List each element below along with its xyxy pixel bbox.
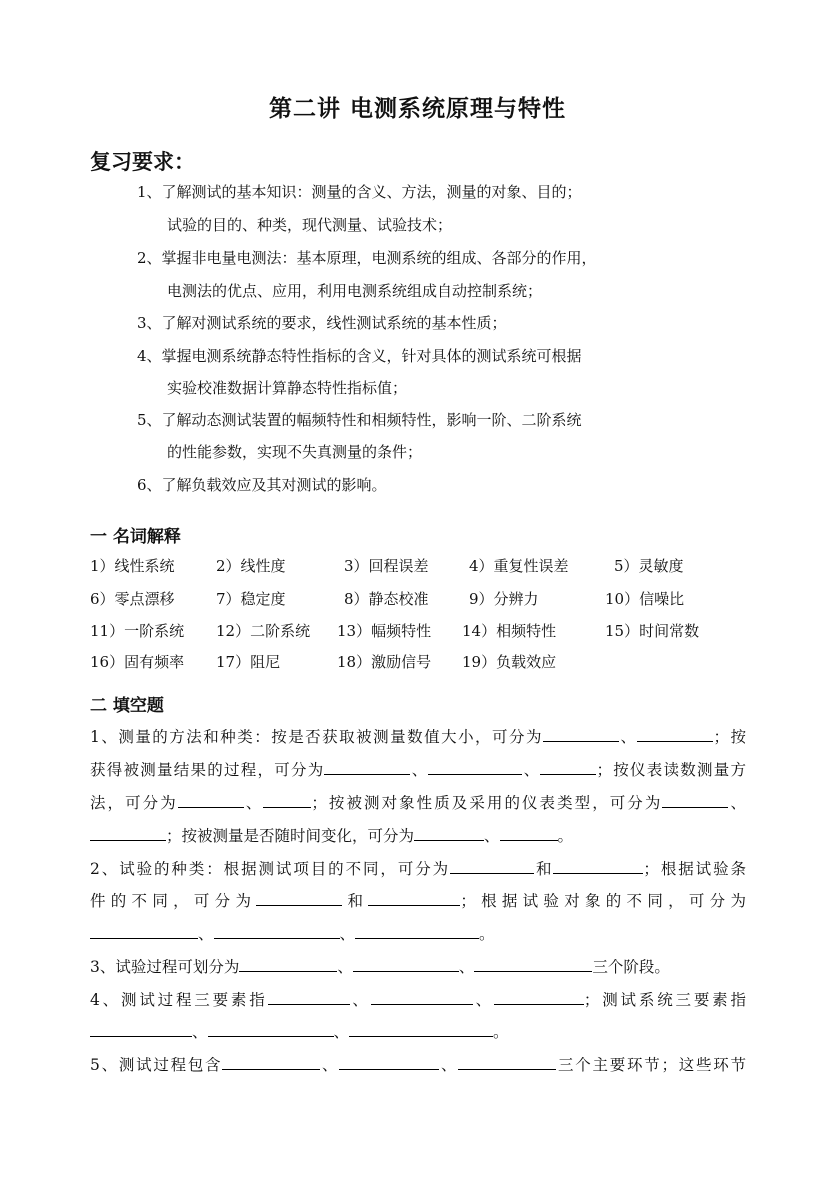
answer-blank[interactable] (90, 825, 166, 841)
answer-blank[interactable] (256, 890, 342, 906)
review-item: 1、了解测试的基本知识：测量的含义、方法，测量的对象、目的； (137, 183, 582, 201)
review-item-cont: 试验的目的、种类，现代测量、试验技术； (167, 216, 453, 234)
fill-line: 、 、 。 (90, 1020, 746, 1042)
review-item-cont: 电测法的优点、应用，利用电测系统组成自动控制系统； (167, 282, 543, 300)
answer-blank[interactable] (239, 956, 337, 972)
fill-line: 1、测量的方法和种类：按是否获取被测量数值大小，可分为 、 ；按 (90, 728, 746, 746)
fill-line: ；按被测量是否随时间变化，可分为 、 。 (90, 824, 746, 846)
term-item: 3）回程误差 (344, 557, 429, 575)
answer-blank[interactable] (553, 858, 643, 874)
term-item: 4）重复性误差 (469, 557, 569, 575)
answer-blank[interactable] (268, 989, 350, 1005)
term-item: 6）零点漂移 (90, 590, 175, 608)
answer-blank[interactable] (222, 1054, 320, 1070)
answer-blank[interactable] (540, 759, 596, 775)
answer-blank[interactable] (339, 1054, 439, 1070)
term-item: 12）二阶系统 (216, 622, 311, 640)
term-item: 18）激励信号 (337, 653, 432, 671)
answer-blank[interactable] (214, 923, 340, 939)
fill-line: 、 、 。 (90, 922, 746, 944)
term-item: 8）静态校准 (344, 590, 429, 608)
term-item: 15）时间常数 (605, 622, 700, 640)
fill-line: 获得被测量结果的过程，可分为 、 、 ；按仪表读数测量方 (90, 761, 746, 779)
answer-blank[interactable] (263, 792, 311, 808)
fill-line: 件的不同，可分为 和 ；根据试验对象的不同，可分为 (90, 892, 746, 910)
term-item: 1）线性系统 (90, 557, 175, 575)
term-item: 2）线性度 (216, 557, 286, 575)
section-heading-terms: 一 名词解释 (90, 527, 181, 547)
answer-blank[interactable] (208, 1021, 334, 1037)
term-item: 9）分辨力 (469, 590, 539, 608)
answer-blank[interactable] (371, 989, 473, 1005)
section-heading-fill-in: 二 填空题 (90, 696, 164, 716)
term-item: 14）相频特性 (462, 622, 557, 640)
term-item: 17）阻尼 (216, 653, 281, 671)
term-item: 7）稳定度 (216, 590, 286, 608)
review-item: 4、掌握电测系统静态特性指标的含义，针对具体的测试系统可根据 (137, 347, 582, 365)
review-item: 2、掌握非电量电测法：基本原理，电测系统的组成、各部分的作用， (137, 249, 597, 267)
answer-blank[interactable] (543, 726, 619, 742)
answer-blank[interactable] (353, 956, 459, 972)
answer-blank[interactable] (90, 1021, 192, 1037)
answer-blank[interactable] (637, 726, 713, 742)
answer-blank[interactable] (414, 825, 484, 841)
review-item: 3、了解对测试系统的要求，线性测试系统的基本性质； (137, 314, 507, 332)
term-item: 10）信噪比 (605, 590, 685, 608)
answer-blank[interactable] (458, 1054, 556, 1070)
review-item-cont: 的性能参数，实现不失真测量的条件； (167, 443, 423, 461)
fill-line: 4、测试过程三要素指 、 、 ；测试系统三要素指 (90, 991, 746, 1009)
answer-blank[interactable] (428, 759, 522, 775)
answer-blank[interactable] (474, 956, 592, 972)
answer-blank[interactable] (355, 923, 479, 939)
fill-line: 3、试验过程可划分为 、 、 三个阶段。 (90, 958, 670, 976)
term-item: 13）幅频特性 (337, 622, 432, 640)
fill-line: 法，可分为 、 ；按被测对象性质及采用的仪表类型，可分为 、 (90, 794, 746, 812)
page-title: 第二讲 电测系统原理与特性 (268, 95, 566, 122)
review-item: 5、了解动态测试装置的幅频特性和相频特性，影响一阶、二阶系统 (137, 411, 582, 429)
answer-blank[interactable] (368, 890, 460, 906)
answer-blank[interactable] (90, 923, 198, 939)
review-item: 6、了解负载效应及其对测试的影响。 (137, 476, 387, 494)
term-item: 19）负载效应 (462, 653, 557, 671)
answer-blank[interactable] (500, 825, 558, 841)
term-item: 11）一阶系统 (90, 622, 185, 640)
term-item: 16）固有频率 (90, 653, 185, 671)
answer-blank[interactable] (324, 759, 410, 775)
term-item: 5）灵敏度 (614, 557, 684, 575)
fill-line: 5、测试过程包含 、 、 三个主要环节；这些环节 (90, 1056, 746, 1074)
fill-line: 2、试验的种类：根据测试项目的不同，可分为 和 ；根据试验条 (90, 860, 746, 878)
answer-blank[interactable] (349, 1021, 493, 1037)
answer-blank[interactable] (178, 792, 244, 808)
answer-blank[interactable] (450, 858, 534, 874)
review-item-cont: 实验校准数据计算静态特性指标值； (167, 379, 408, 397)
answer-blank[interactable] (662, 792, 728, 808)
review-heading: 复习要求： (90, 149, 195, 174)
answer-blank[interactable] (494, 989, 584, 1005)
